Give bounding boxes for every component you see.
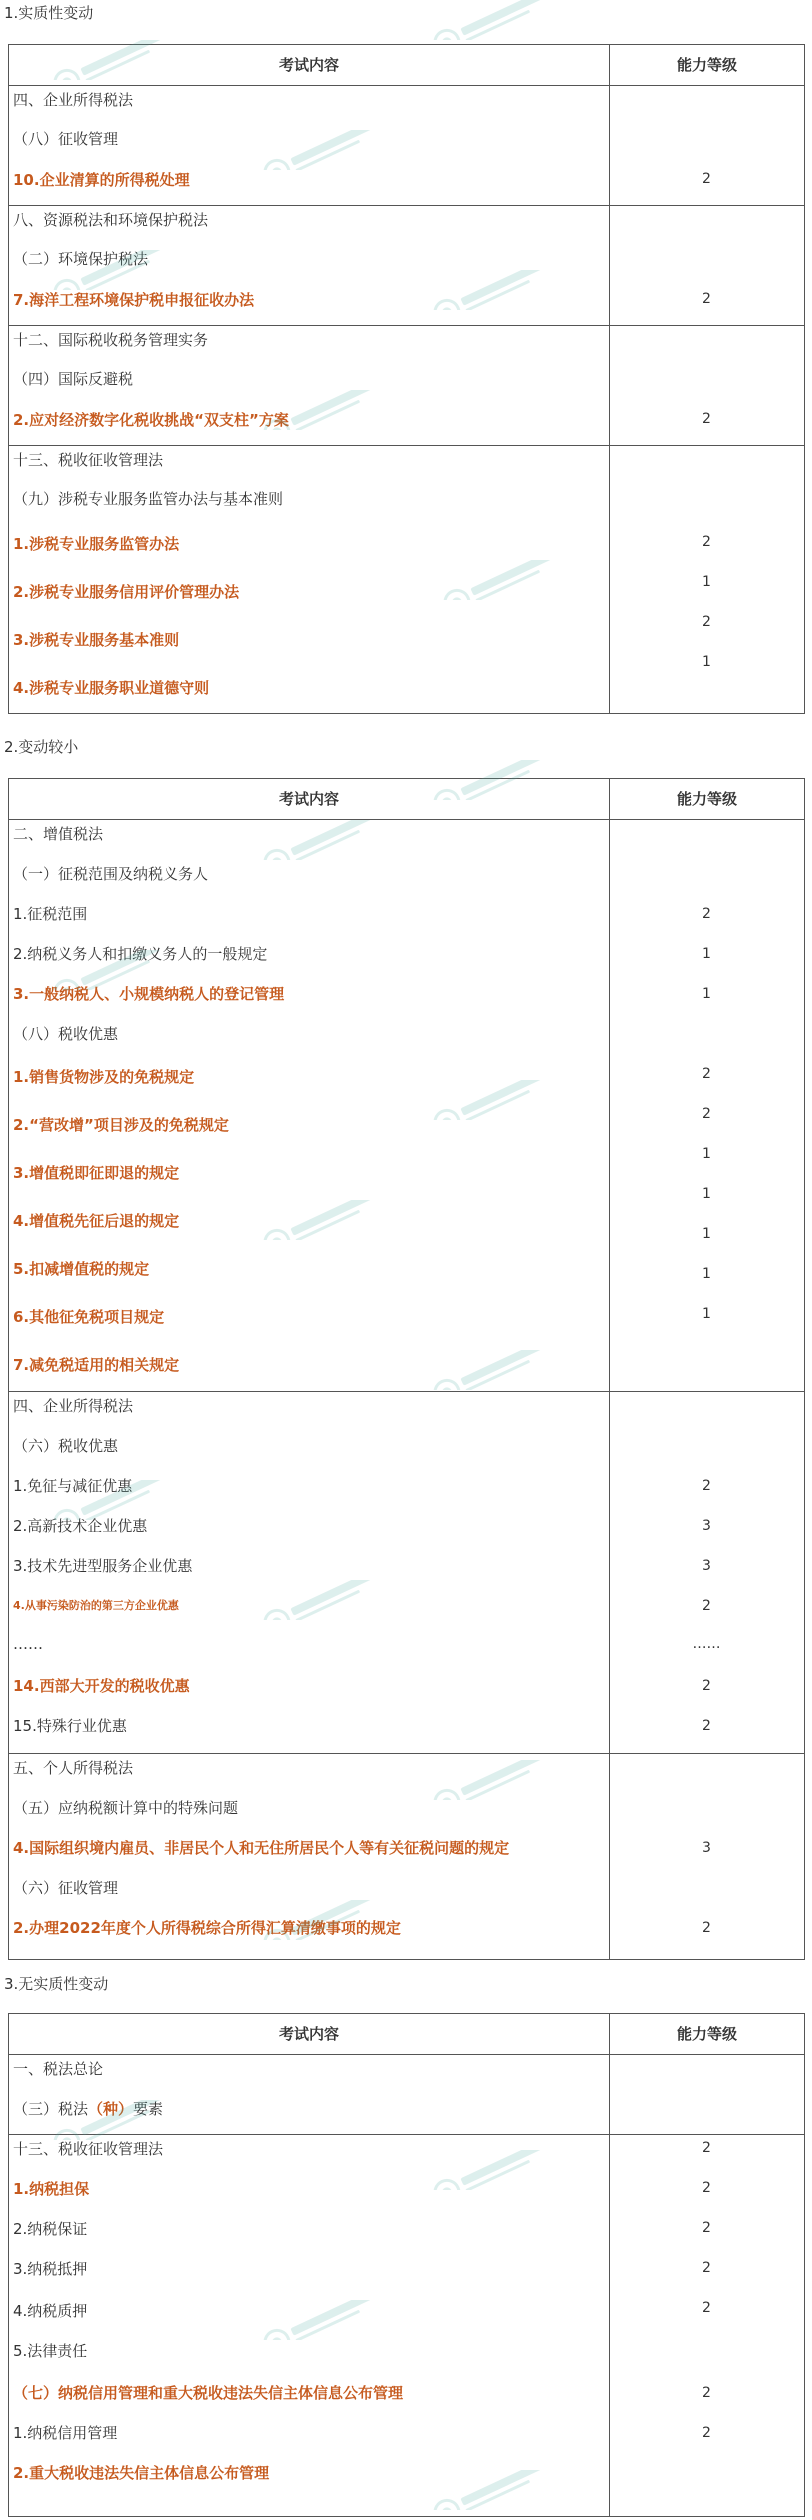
header-level: 能力等级 [609, 2014, 804, 2054]
list-item: （五）应纳税额计算中的特殊问题 [13, 1799, 239, 1817]
watermark-logo-icon [420, 0, 570, 40]
list-item: 7.减免税适用的相关规定 [13, 1356, 180, 1374]
list-item: 5.扣减增值税的规定 [13, 1260, 150, 1278]
header-content: 考试内容 [278, 56, 339, 74]
list-item: 4.涉税专业服务职业道德守则 [13, 679, 210, 697]
level-value: 2 [702, 906, 711, 922]
header-level: 能力等级 [609, 45, 804, 85]
list-item: 1.纳税信用管理 [13, 2424, 118, 2442]
level-value: …… [692, 1636, 721, 1652]
list-item: （四）国际反避税 [13, 370, 134, 388]
list-item: 4.纳税质押 [13, 2302, 88, 2320]
list-item: 一、税法总论 [13, 2060, 104, 2078]
row-divider [9, 445, 804, 446]
table-header [9, 2014, 804, 2055]
list-item: 4.增值税先征后退的规定 [13, 1212, 180, 1230]
list-item: （六）征收管理 [13, 1879, 119, 1897]
level-value: 1 [702, 946, 711, 962]
list-item: 10.企业清算的所得税处理 [13, 171, 190, 189]
list-item: （二）环境保护税法 [13, 250, 149, 268]
level-value: 2 [702, 1598, 711, 1614]
level-value: 3 [702, 1558, 711, 1574]
level-value: 1 [702, 1186, 711, 1202]
list-item: 1.销售货物涉及的免税规定 [13, 1068, 195, 1086]
level-value: 2 [702, 411, 711, 427]
list-item: 3.增值税即征即退的规定 [13, 1164, 180, 1182]
level-value: 2 [702, 1478, 711, 1494]
list-item-text: 要素 [133, 2100, 164, 2118]
section-title: 3.无实质性变动 [4, 1975, 109, 1993]
list-item-highlight: （种） [88, 2100, 134, 2118]
level-value: 2 [702, 1920, 711, 1936]
list-item: 3.纳税抵押 [13, 2260, 88, 2278]
list-item-text: （三）税法 [13, 2100, 89, 2118]
level-value: 2 [702, 2220, 711, 2236]
row-divider [9, 2134, 804, 2135]
list-item: 十三、税收征收管理法 [13, 2140, 164, 2158]
level-value: 2 [702, 2425, 711, 2441]
list-item: 14.西部大开发的税收优惠 [13, 1677, 190, 1695]
level-value: 1 [702, 1266, 711, 1282]
list-item: 2.应对经济数字化税收挑战“双支柱”方案 [13, 411, 289, 429]
list-item: 1.征税范围 [13, 905, 88, 923]
list-item: 四、企业所得税法 [13, 1397, 134, 1415]
list-item: 4.从事污染防治的第三方企业优惠 [13, 1599, 179, 1612]
level-value: 2 [702, 2180, 711, 2196]
header-content: 考试内容 [278, 790, 339, 808]
level-value: 1 [702, 654, 711, 670]
row-divider [9, 205, 804, 206]
list-item: 2.“营改增”项目涉及的免税规定 [13, 1116, 229, 1134]
level-value: 2 [702, 2385, 711, 2401]
list-item: （一）征税范围及纳税义务人 [13, 865, 209, 883]
list-item: 2.高新技术企业优惠 [13, 1517, 148, 1535]
list-item: （六）税收优惠 [13, 1437, 119, 1455]
list-item: 2.纳税义务人和扣缴义务人的一般规定 [13, 945, 268, 963]
list-item: 3.一般纳税人、小规模纳税人的登记管理 [13, 985, 285, 1003]
level-value: 2 [702, 1106, 711, 1122]
level-value: 2 [702, 291, 711, 307]
level-value: 3 [702, 1840, 711, 1856]
level-value: 2 [702, 2300, 711, 2316]
row-divider [9, 325, 804, 326]
list-item: 五、个人所得税法 [13, 1759, 134, 1777]
level-value: 1 [702, 1306, 711, 1322]
list-item: 四、企业所得税法 [13, 91, 134, 109]
list-item: 3.涉税专业服务基本准则 [13, 631, 180, 649]
table [8, 2013, 805, 2517]
list-item: 6.其他征免税项目规定 [13, 1308, 165, 1326]
table-header [9, 45, 804, 86]
list-item: 八、资源税法和环境保护税法 [13, 211, 209, 229]
level-value: 1 [702, 1226, 711, 1242]
section-title: 1.实质性变动 [4, 4, 94, 22]
level-value: 2 [702, 1678, 711, 1694]
section-title: 2.变动较小 [4, 738, 79, 756]
list-item: （七）纳税信用管理和重大税收违法失信主体信息公布管理 [13, 2384, 404, 2402]
header-content: 考试内容 [278, 2025, 339, 2043]
list-item: 1.涉税专业服务监管办法 [13, 535, 180, 553]
level-value: 2 [702, 1066, 711, 1082]
table [8, 778, 805, 1960]
list-item: 2.涉税专业服务信用评价管理办法 [13, 583, 240, 601]
level-value: 2 [702, 534, 711, 550]
list-item: （八）征收管理 [13, 130, 119, 148]
table-header [9, 779, 804, 820]
level-value: 1 [702, 986, 711, 1002]
list-item: 2.重大税收违法失信主体信息公布管理 [13, 2464, 270, 2482]
level-value: 3 [702, 1518, 711, 1534]
row-divider [9, 1753, 804, 1754]
list-item: 5.法律责任 [13, 2342, 88, 2360]
list-item: （九）涉税专业服务监管办法与基本准则 [13, 490, 284, 508]
level-value: 2 [702, 1718, 711, 1734]
level-value: 2 [702, 614, 711, 630]
table [8, 44, 805, 714]
list-item: 2.纳税保证 [13, 2220, 88, 2238]
level-value: 1 [702, 574, 711, 590]
list-item: （八）税收优惠 [13, 1025, 119, 1043]
list-item: 4.国际组织境内雇员、非居民个人和无住所居民个人等有关征税问题的规定 [13, 1839, 510, 1857]
list-item: 7.海洋工程环境保护税申报征收办法 [13, 291, 255, 309]
list-item: 2.办理2022年度个人所得税综合所得汇算清缴事项的规定 [13, 1919, 401, 1937]
list-item: 3.技术先进型服务企业优惠 [13, 1557, 193, 1575]
row-divider [9, 1391, 804, 1392]
list-item: 1.免征与减征优惠 [13, 1477, 133, 1495]
column-divider [609, 2054, 610, 2516]
list-item: 15.特殊行业优惠 [13, 1717, 127, 1735]
header-level: 能力等级 [609, 779, 804, 819]
level-value: 2 [702, 2140, 711, 2156]
level-value: 1 [702, 1146, 711, 1162]
list-item: 二、增值税法 [13, 825, 104, 843]
list-item: 1.纳税担保 [13, 2180, 90, 2198]
level-value: 2 [702, 171, 711, 187]
level-value: 2 [702, 2260, 711, 2276]
list-item: 十三、税收征收管理法 [13, 451, 164, 469]
list-item [13, 2099, 163, 2119]
list-item: …… [13, 1635, 43, 1653]
list-item: 十二、国际税收税务管理实务 [13, 331, 209, 349]
